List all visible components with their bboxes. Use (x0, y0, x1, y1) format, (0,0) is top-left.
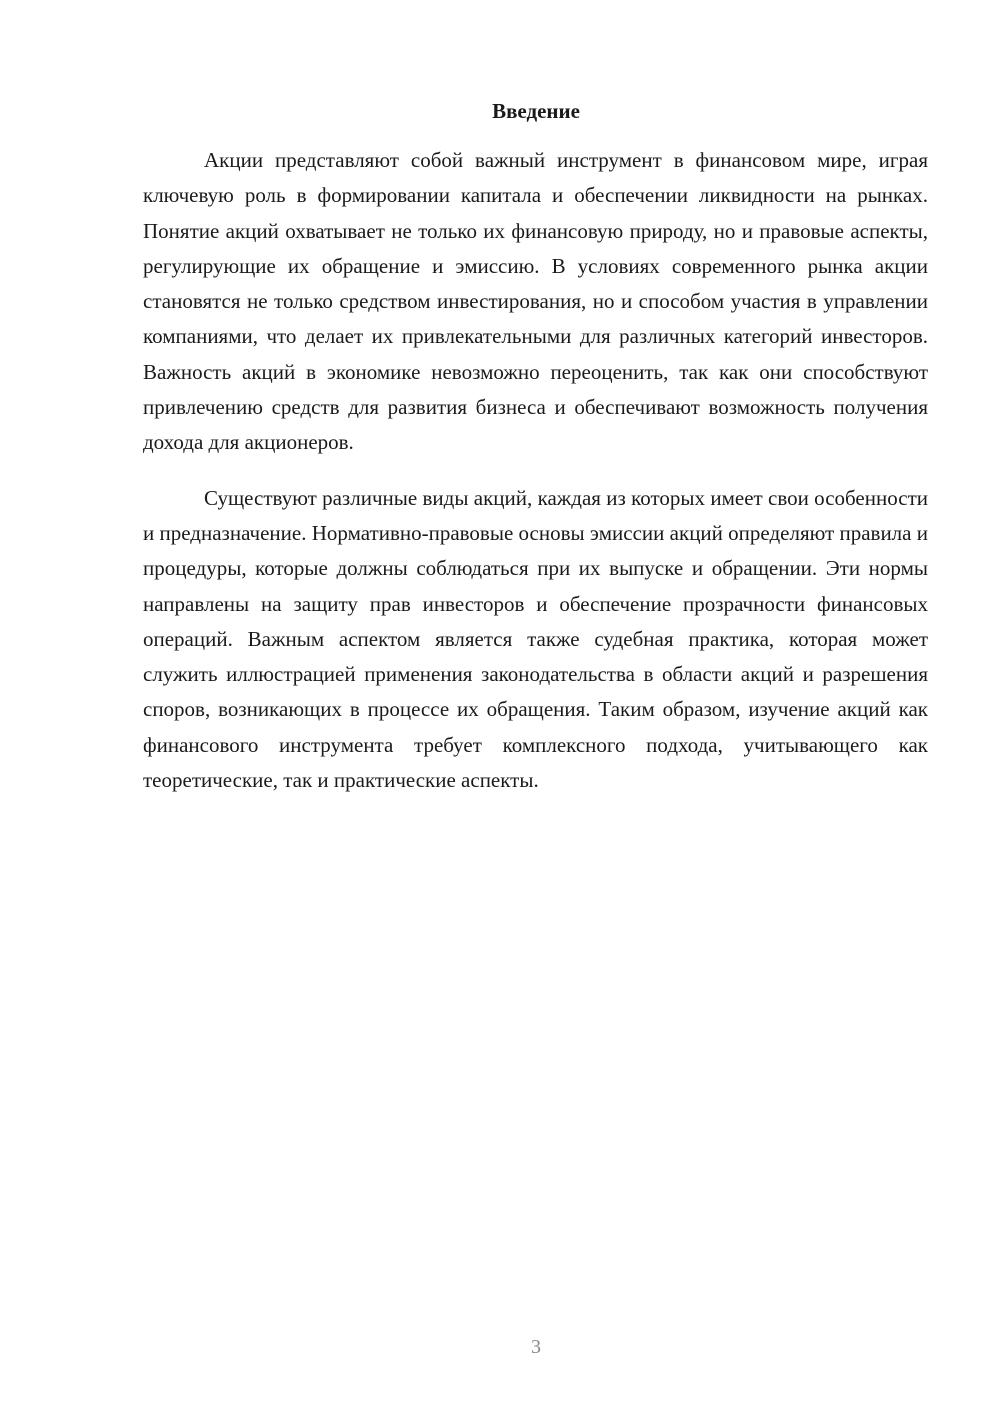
page-number: 3 (531, 1336, 541, 1358)
paragraph-2: Существуют различные виды акций, каждая из которых имеет свои особенности и предназначение. Нормативно-правовые основы эмиссии акций определяют правила и процедуры, которые должны соблюдаться при их выпуске и обращении. Эти нормы направлены на защиту прав инвесторов и обеспечение прозрачности финансовых операций. Важным аспектом является также судебная практика, которая может служить иллюстрацией применения законодательства в области акций и разрешения споров, возникающих в процессе их обращения. Таким образом, изучение акций как финансового инструмента требует комплексного подхода, учитывающего как теоретические, так и практические аспекты. (143, 485, 928, 793)
body-text (143, 143, 928, 798)
paragraph-1: Акции представляют собой важный инструмент в финансовом мире, играя ключевую роль в формировании капитала и обеспечении ликвидности на рынках. Понятие акций охватывает не только их финансовую природу, но и правовые аспекты, регулирующие их обращение и эмиссию. В условиях современного рынка акции становятся не только средством инвестирования, но и способом участия в управлении компаниями, что делает их привлекательными для различных категорий инвесторов. Важность акций в экономике невозможно переоценить, так как они способствуют привлечению средств для развития бизнеса и обеспечивают возможность получения дохода для акционеров. (143, 148, 928, 455)
section-heading: Введение (492, 99, 580, 123)
